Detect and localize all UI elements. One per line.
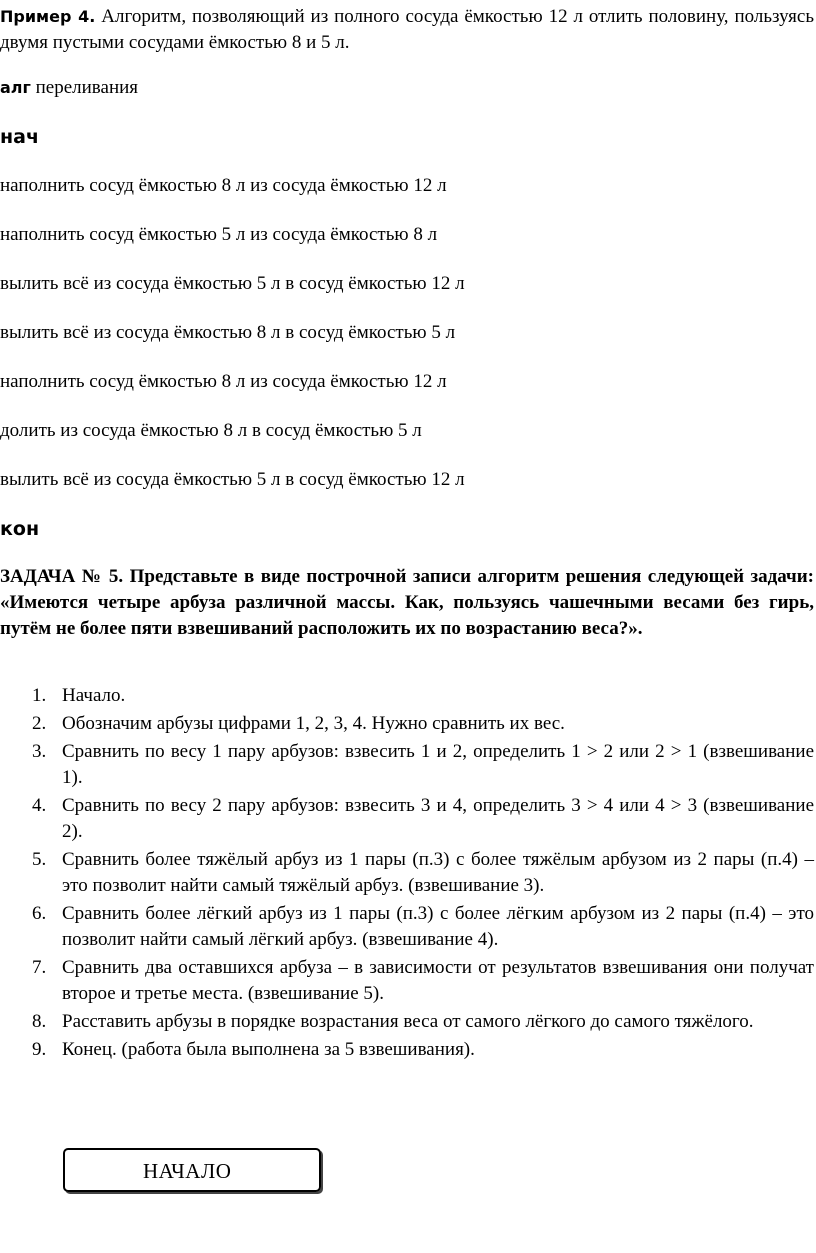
alg-keyword: алг [0, 78, 31, 97]
list-item [0, 1009, 814, 1035]
begin-keyword: нач [0, 126, 39, 148]
list-text: Конец. (работа была выполнена за 5 взвешивания). [62, 1039, 475, 1060]
list-item [0, 955, 814, 1007]
list-item [0, 711, 814, 737]
algorithm-step: вылить всё из сосуда ёмкостью 5 л в сосуд ёмкостью 12 л [0, 273, 465, 294]
list-item [0, 901, 814, 953]
list-item [0, 683, 814, 709]
flowchart-start-label: НАЧАЛО [143, 1159, 232, 1183]
list-text: Сравнить более лёгкий арбуз из 1 пары (п.3) с более лёгким арбузом из 2 пары (п.4) – это позволит найти самый лёгкий арбуз. (взвешивание 4). [62, 903, 814, 950]
list-item [0, 847, 814, 899]
example-paragraph [0, 4, 814, 56]
alg-name: переливания [30, 77, 139, 98]
algorithm-step: долить из сосуда ёмкостью 8 л в сосуд ёмкостью 5 л [0, 420, 422, 441]
list-item [0, 793, 814, 845]
list-text: Сравнить два оставшихся арбуза – в зависимости от результатов взвешивания они получат второе и третье места. (взвешивание 5). [62, 957, 814, 1004]
algorithm-header [0, 75, 138, 101]
example-text: Алгоритм, позволяющий из полного сосуда ёмкостью 12 л отлить половину, пользуясь двумя пустыми сосудами ёмкостью 8 и 5 л. [0, 6, 814, 53]
list-number: 3. [32, 741, 47, 762]
end-keyword: кон [0, 518, 40, 540]
task-statement: ЗАДАЧА № 5. Представьте в виде построчной записи алгоритм решения следующей задачи: «Имеются четыре арбуза различной массы. Как, пользуясь чашечными весами без гирь, путём не более пяти взвешиваний расположить их по возрастанию веса?». [0, 566, 814, 639]
list-number: 9. [32, 1039, 47, 1060]
list-number: 5. [32, 849, 47, 870]
solution-list [0, 683, 814, 1065]
list-text: Начало. [62, 685, 126, 706]
list-item [0, 739, 814, 791]
algorithm-step: вылить всё из сосуда ёмкостью 8 л в сосуд ёмкостью 5 л [0, 322, 456, 343]
list-number: 2. [32, 713, 47, 734]
list-text: Расставить арбузы в порядке возрастания веса от самого лёгкого до самого тяжёлого. [62, 1011, 754, 1032]
list-item [0, 1037, 814, 1063]
list-number: 7. [32, 957, 47, 978]
algorithm-step: наполнить сосуд ёмкостью 8 л из сосуда ёмкостью 12 л [0, 371, 447, 392]
list-text: Сравнить по весу 2 пару арбузов: взвесить 3 и 4, определить 3 > 4 или 4 > 3 (взвешивание 2). [62, 795, 814, 842]
example-label: Пример 4. [0, 7, 96, 26]
list-text: Сравнить более тяжёлый арбуз из 1 пары (п.3) с более тяжёлым арбузом из 2 пары (п.4) – это позволит найти самый тяжёлый арбуз. (взвешивание 3). [62, 849, 814, 896]
list-number: 8. [32, 1011, 47, 1032]
list-text: Обозначим арбузы цифрами 1, 2, 3, 4. Нужно сравнить их вес. [62, 713, 565, 734]
list-number: 4. [32, 795, 47, 816]
list-number: 6. [32, 903, 47, 924]
list-number: 1. [32, 685, 47, 706]
list-text: Сравнить по весу 1 пару арбузов: взвесить 1 и 2, определить 1 > 2 или 2 > 1 (взвешивание 1). [62, 741, 814, 788]
algorithm-step: вылить всё из сосуда ёмкостью 5 л в сосуд ёмкостью 12 л [0, 469, 465, 490]
algorithm-step: наполнить сосуд ёмкостью 8 л из сосуда ёмкостью 12 л [0, 175, 447, 196]
algorithm-step: наполнить сосуд ёмкостью 5 л из сосуда ёмкостью 8 л [0, 224, 438, 245]
flowchart-start-block [63, 1148, 321, 1192]
